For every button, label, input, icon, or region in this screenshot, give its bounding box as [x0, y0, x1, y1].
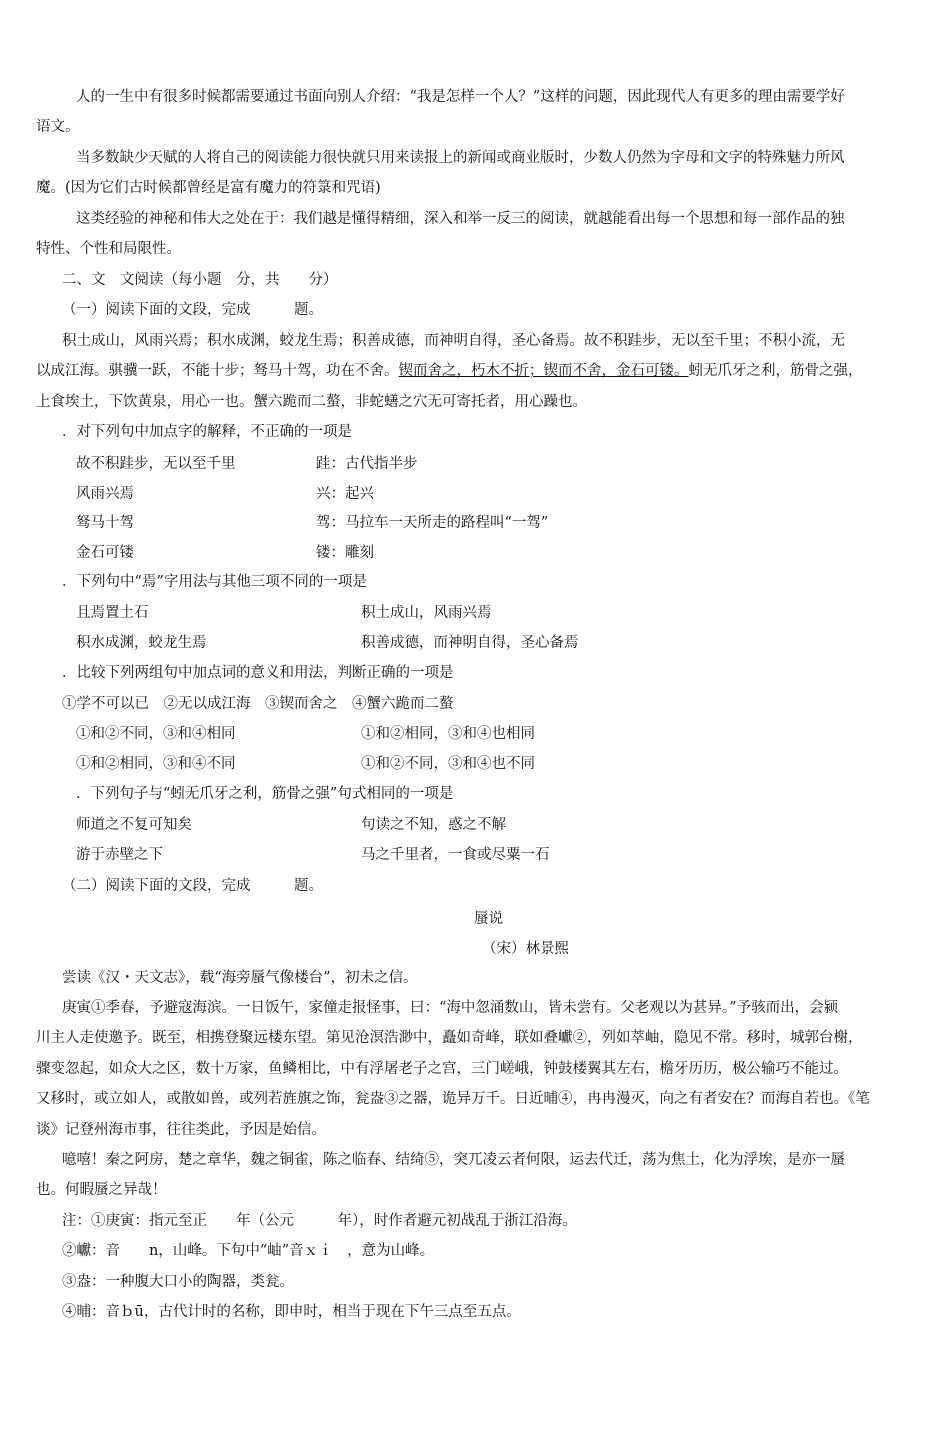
question1-option-left: 故不积跬步，无以至千里: [76, 456, 236, 472]
subsection1-heading: （一）阅读下面的文段，完成 题。: [62, 302, 323, 318]
question1-option-left: 驽马十驾: [76, 515, 134, 531]
intro-para1-line2: 语文。: [36, 119, 80, 135]
note-4: ④晡：音ｂū，古代计时的名称，即申时，相当于现在下午三点至五点。: [62, 1304, 521, 1320]
intro-para3-line2: 特性、个性和局限性。: [36, 241, 181, 257]
question2-option-right: 积土成山，风雨兴焉: [361, 605, 492, 621]
question4-option-left: 师道之不复可知矣: [76, 817, 192, 833]
essay-para2-line4: 又移时，或立如人，或散如兽，或列若旌旗之饰，瓮盎③之器，诡异万千。日近晡④，冉冉漫灭，向之有者安在？而海自若也。《笔: [36, 1091, 870, 1107]
intro-para2-line1: 当多数缺少天赋的人将自己的阅读能力很快就只用来读报上的新闻或商业版时，少数人仍然为字母和文字的特殊魅力所风: [76, 150, 845, 166]
question1-option-right: 跬：古代指半步: [316, 456, 418, 472]
question1-option-right: 驾：马拉车一天所走的路程叫“一驾”: [316, 515, 549, 531]
question3-option-right: ①和②相同，③和④也相同: [361, 726, 535, 742]
question1-option-right: 兴：起兴: [316, 486, 374, 502]
question2-option-right: 积善成德，而神明自得，圣心备焉: [361, 635, 579, 651]
question3-items: ①学不可以已 ②无以成江海 ③锲而舍之 ④蟹六跪而二螯: [62, 696, 454, 712]
question4-option-left: 游于赤壁之下: [76, 847, 163, 863]
question2-option-left: 且焉置土石: [76, 605, 149, 621]
passage-line1: 积土成山，风雨兴焉；积水成渊，蛟龙生焉；积善成德，而神明自得，圣心备焉。故不积跬步，无以至千里；不积小流，无: [62, 333, 845, 349]
essay-para3-line2: 也。何暇蜃之异哉！: [36, 1182, 167, 1198]
question3-stem: ．比较下列两组句中加点词的意义和用法，判断正确的一项是: [62, 665, 454, 681]
intro-para1-line1: 人的一生中有很多时候都需要通过书面向别人介绍：“我是怎样一个人？”这样的问题，因此现代人有更多的理由需要学好: [76, 89, 845, 105]
note-3: ③盎：一种腹大口小的陶器，类瓮。: [62, 1274, 294, 1290]
passage-line2-start: 以成江海。骐骥一跃，不能十步；驽马十驾，功在不舍。: [36, 363, 399, 379]
question4-stem: ．下列句子与“蚓无爪牙之利，筋骨之强”句式相同的一项是: [76, 786, 454, 802]
passage-line3: 上食埃土，下饮黄泉，用心一也。蟹六跪而二螯，非蛇蟮之穴无可寄托者，用心躁也。: [36, 394, 587, 410]
essay-para2-line5: 谈》记登州海市事，往往类此，予因是始信。: [36, 1122, 326, 1138]
question3-option-left: ①和②相同，③和④不同: [76, 756, 236, 772]
question3-option-left: ①和②不同，③和④相同: [76, 726, 236, 742]
question4-option-right: 句读之不知，惑之不解: [361, 817, 506, 833]
essay-para2-line1: 庚寅①季春，予避寇海滨。一日饭午，家僮走报怪事，曰：“海中忽涌数山，皆未尝有。父老观以为甚异。”予骇而出，会颍: [62, 1000, 839, 1016]
question2-option-left: 积水成渊，蛟龙生焉: [76, 635, 207, 651]
question1-option-right: 镂：雕刻: [316, 545, 374, 561]
essay-title: 蜃说: [474, 911, 503, 927]
essay-para3-line1: 噫嘻！秦之阿房，楚之章华，魏之铜雀，陈之临春、结绮⑤，突兀凌云者何限，运去代迁，荡为焦土，化为浮埃，是亦一蜃: [62, 1152, 845, 1168]
passage-line2: [36, 361, 863, 381]
question1-option-left: 风雨兴焉: [76, 486, 134, 502]
question1-option-left: 金石可镂: [76, 545, 134, 561]
essay-para1: 尝读《汉・天文志》，载“海旁蜃气像楼台”，初未之信。: [62, 970, 418, 986]
subsection2-heading: （二）阅读下面的文段，完成 题。: [62, 878, 323, 894]
essay-para2-line2: 川主人走使邀予。既至，相携登聚远楼东望。第见沧溟浩渺中，矗如奇峰，联如叠巘②，列如萃岫，隐见不常。移时，城郭台榭，: [36, 1030, 863, 1046]
passage-underlined-sentence: 锲而舍之，朽木不折；锲而不舍，金石可镂。: [398, 363, 689, 379]
essay-para2-line3: 骤变忽起，如众大之区，数十万家，鱼鳞相比，中有浮屠老子之宫，三门嵯峨，钟鼓楼翼其左右，檐牙历历，极公输巧不能过。: [36, 1061, 848, 1077]
section-heading: 二、文 文阅读（每小题 分，共 分）: [62, 272, 338, 288]
note-1: 注：①庚寅：指元至正 年（公元 年），时作者避元初战乱于浙江沿海。: [62, 1213, 577, 1229]
question3-option-right: ①和②不同，③和④也不同: [361, 756, 535, 772]
question4-option-right: 马之千里者，一食或尽粟一石: [361, 847, 550, 863]
question2-stem: ．下列句中“焉”字用法与其他三项不同的一项是: [62, 574, 367, 590]
passage-line2-end: 蚓无爪牙之利，筋骨之强，: [688, 363, 863, 379]
intro-para2-line2: 魔。(因为它们古时候都曾经是富有魔力的符箓和咒语): [36, 180, 381, 196]
intro-para3-line1: 这类经验的神秘和伟大之处在于：我们越是懂得精细，深入和举一反三的阅读，就越能看出每一个思想和每一部作品的独: [76, 211, 845, 227]
question1-stem: ．对下列句中加点字的解释，不正确的一项是: [62, 424, 352, 440]
essay-author: （宋）林景熙: [482, 941, 569, 957]
note-2: ②巘：音 n，山峰。下句中“岫”音ｘｉ ，意为山峰。: [62, 1243, 435, 1259]
